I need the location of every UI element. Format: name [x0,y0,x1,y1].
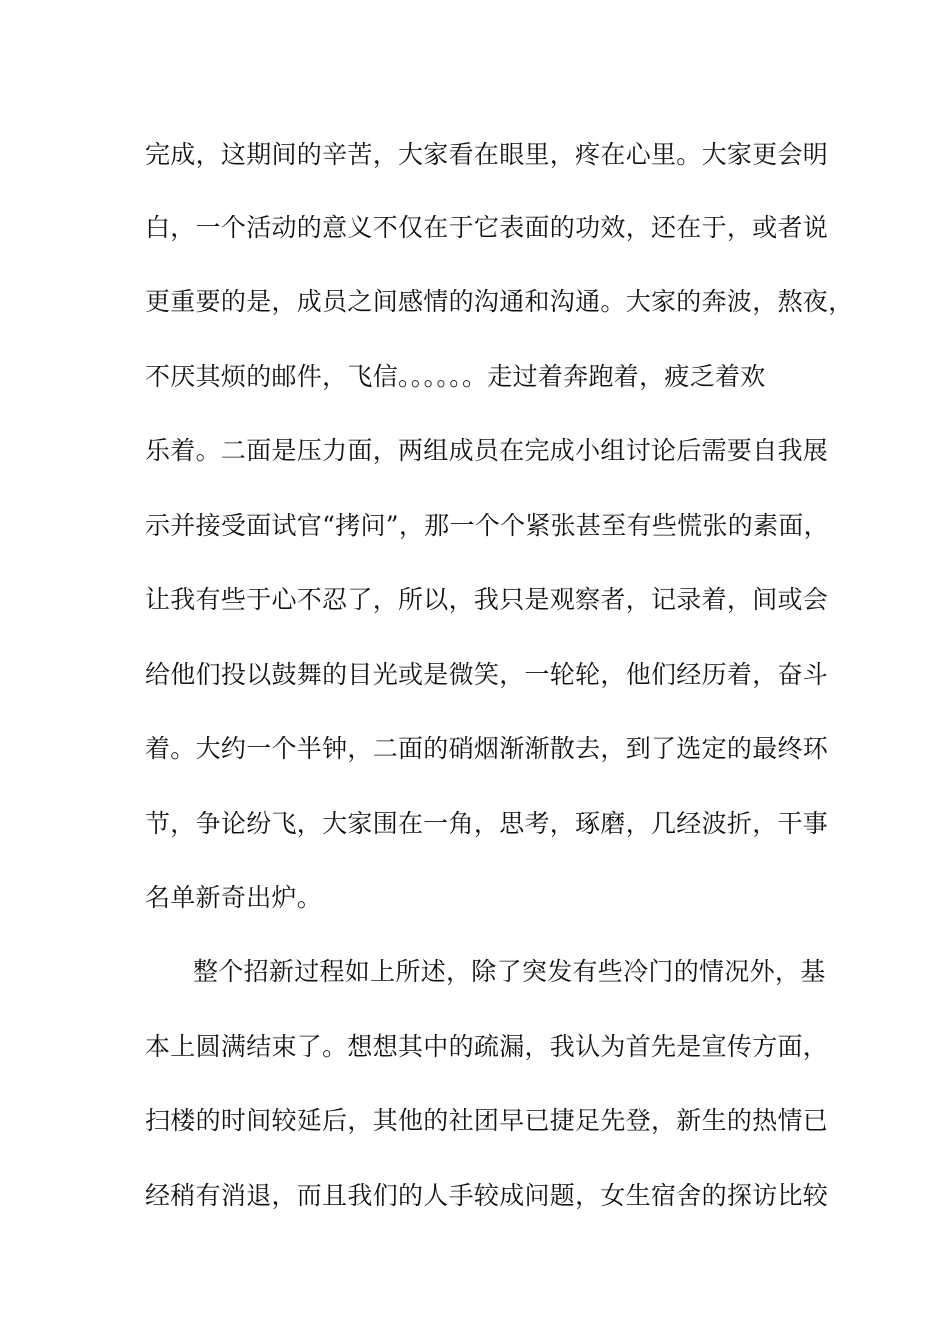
text-line: 完成，这期间的辛苦，大家看在眼里，疼在心里。大家更会明 [145,140,829,169]
text-line: 节，争论纷飞，大家围在一角，思考，琢磨，几经波折，干事 [145,809,829,838]
text-line: 给他们投以鼓舞的目光或是微笑，一轮轮，他们经历着，奋斗 [145,660,829,689]
text-line: 不厌其烦的邮件，飞信。。。。。。走过着奔跑着，疲乏着欢 [145,362,766,391]
text-line: 更重要的是，成员之间感情的沟通和沟通。大家的奔波，熬夜， [145,287,854,316]
text-line-first-indented: 整个招新过程如上所述，除了突发有些冷门的情况外，基 [193,957,826,986]
text-line: 着。大约一个半钟，二面的硝烟渐渐散去，到了选定的最终环 [145,734,829,763]
text-line: 白，一个活动的意义不仅在于它表面的功效，还在于，或者说 [145,213,829,242]
text-line: 让我有些于心不忍了，所以，我只是观察者，记录着，间或会 [145,585,829,614]
text-line: 示并接受面试官“拷问”，那一个个紧张甚至有些慌张的素面， [145,511,829,540]
text-line: 扫楼的时间较延后，其他的社团早已捷足先登，新生的热情已 [145,1106,829,1135]
text-line: 本上圆满结束了。想想其中的疏漏，我认为首先是宣传方面， [145,1032,829,1061]
text-line: 乐着。二面是压力面，两组成员在完成小组讨论后需要自我展 [145,436,829,465]
text-line: 经稍有消退，而且我们的人手较成问题，女生宿舍的探访比较 [145,1181,829,1210]
text-line: 名单新奇出炉。 [145,883,323,912]
